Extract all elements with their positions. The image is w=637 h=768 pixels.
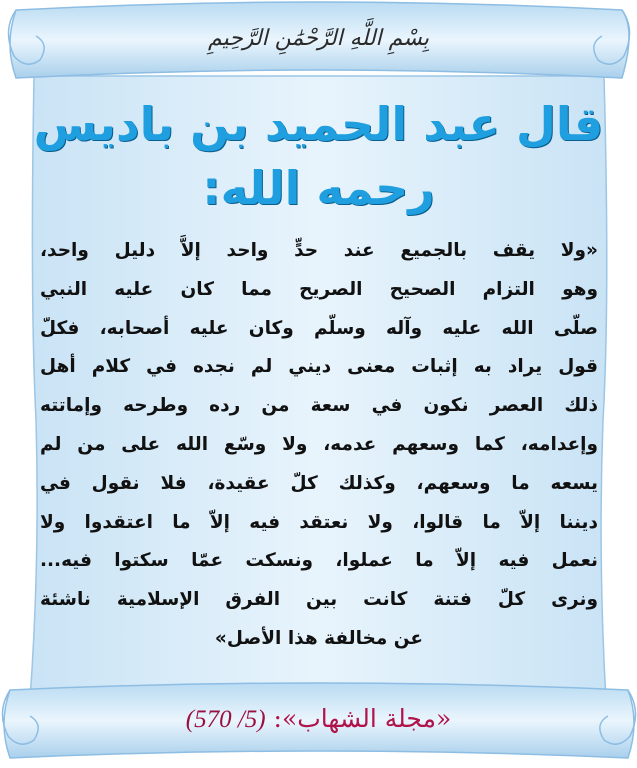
quote-line: قول يراد به إثبات معنى ديني لم نجده في كلام أهل <box>40 356 598 378</box>
source-reference: (5/ 570) <box>185 706 266 733</box>
quote-line: عن مخالفة هذا الأصل» <box>214 627 424 649</box>
quote-line: ونرى كلّ فتنة كانت بين الفرق الإسلامية ناشئة <box>40 589 598 611</box>
quote-line: يسعه ما وسعهم، وكذلك كلّ عقيدة، فلا نقول في <box>40 472 598 494</box>
quote-line: وإعدامه، كما وسعهم عدمه، ولا وسّع الله على من لم <box>40 433 598 455</box>
source-citation <box>0 704 637 734</box>
quote-body <box>40 232 598 659</box>
quote-line: ديننا إلاّ ما قالوا، ولا نعتقد فيه إلاّ ما اعتقدوا ولا <box>40 511 598 533</box>
basmala-calligraphy: بِسْمِ اللَّهِ الرَّحْمَٰنِ الرَّحِيمِ <box>207 26 430 51</box>
title-line-1: قال عبد الحميد بن باديس <box>33 97 604 151</box>
quote-line: نعمل فيه إلاّ ما عملوا، ونسكت عمّا سكتوا فيه... <box>40 550 598 572</box>
source-name: «مجلة الشهاب»: <box>273 704 452 733</box>
quote-line: وهو التزام الصحيح الصريح مما كان عليه النبي <box>40 278 598 300</box>
quote-line: «ولا يقف بالجميع عند حدٍّ واحد إلاَّ دليل واحد، <box>40 240 598 261</box>
quote-line: ذلك العصر نكون في سعة من رده وطرحه وإماتته <box>40 395 598 417</box>
quote-line: صلّى الله عليه وآله وسلّم وكان عليه أصحابه، فكلّ <box>40 317 598 339</box>
title-line-2: رحمه الله: <box>202 161 435 215</box>
